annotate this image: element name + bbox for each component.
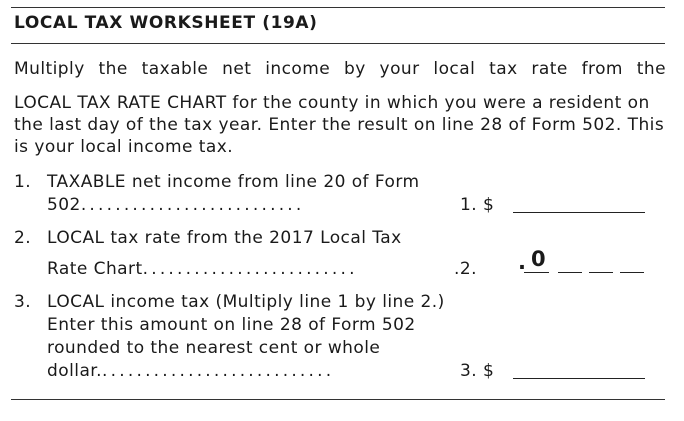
line-description-continued: dollar............................	[47, 361, 335, 381]
line-1-amount-field[interactable]	[513, 212, 645, 213]
title-underline-rule	[11, 43, 665, 44]
line-reference: 3. $	[460, 361, 495, 381]
intro-instructions: LOCAL TAX RATE CHART for the county in which you were a resident on the last day of the tax year. Enter the result on line 28 of Form 502. This is your local income tax.	[14, 93, 665, 157]
line-number: 2.	[14, 228, 32, 248]
line-reference: 1. $	[460, 195, 495, 215]
line-description: TAXABLE net income from line 20 of Form	[47, 172, 420, 192]
worksheet-title: LOCAL TAX WORKSHEET (19A)	[14, 13, 318, 33]
line-description-continued: 502..........................	[47, 195, 305, 215]
line-number: 3.	[14, 292, 32, 312]
line-item-2	[14, 227, 674, 277]
line-description-continued: Enter this amount on line 28 of Form 502	[47, 315, 416, 335]
line-item-3	[14, 291, 674, 383]
line-description: LOCAL income tax (Multiply line 1 by line 2.)	[47, 292, 445, 312]
line-description-continued: rounded to the nearest cent or whole	[47, 338, 381, 358]
line-description: LOCAL tax rate from the 2017 Local Tax	[47, 228, 402, 248]
line-description-continued: Rate Chart.........................	[47, 259, 358, 279]
line-number: 1.	[14, 172, 32, 192]
line-item-1	[14, 171, 674, 221]
rate-digit-blank-3[interactable]	[589, 272, 613, 273]
rate-digit-blank-1[interactable]	[524, 272, 549, 273]
line-reference: .2.	[454, 259, 477, 279]
bottom-rule	[11, 399, 665, 400]
rate-decimal-point: .	[518, 250, 526, 274]
rate-digit-blank-2[interactable]	[558, 272, 582, 273]
line-3-amount-field[interactable]	[513, 378, 645, 379]
intro-first-line: Multiply the taxable net income by your local tax rate from the	[14, 59, 666, 79]
top-rule	[11, 7, 665, 8]
rate-value[interactable]: 0	[531, 247, 546, 271]
rate-digit-blank-4[interactable]	[620, 272, 644, 273]
